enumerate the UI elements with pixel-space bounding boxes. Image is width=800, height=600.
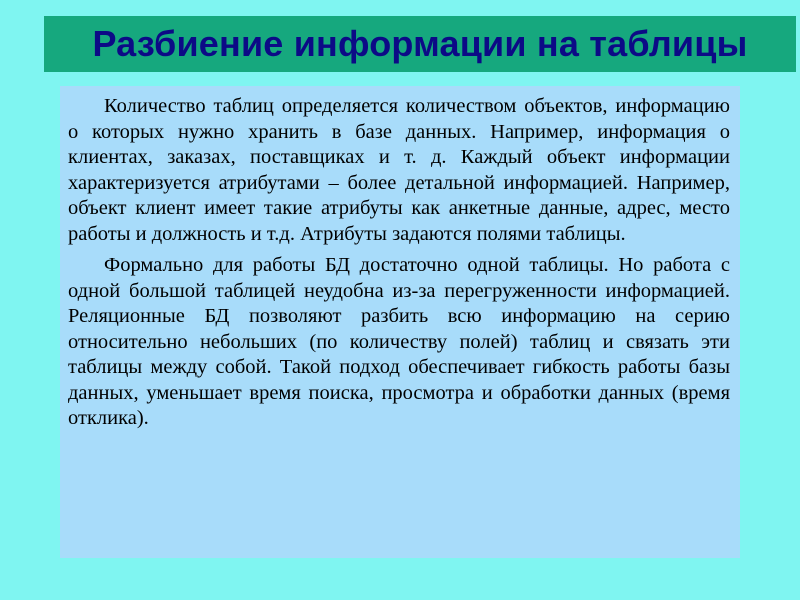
text-panel bbox=[60, 86, 740, 558]
paragraph-objects: Количество таблиц определяется количеством объектов, информацию о которых нужно хранить в базе данных. Например, информация о клиентах, заказах, поставщиках и т. д. Каждый объект информации характеризуется атрибутами – более детальной информацией. Например, объект клиент имеет такие атрибуты как анкетные данные, адрес, место работы и должность и т.д. Атрибуты задаются полями таблицы. bbox=[68, 95, 730, 245]
paragraph-relational: Формально для работы БД достаточно одной таблицы. Но работа с одной большой таблицей неудобна из-за перегруженности информацией. Реляционные БД позволяют разбить всю информацию на серию относительно небольших (по количеству полей) таблиц и связать эти таблицы между собой. Такой подход обеспечивает гибкость работы базы данных, уменьшает время поиска, просмотра и обработки данных (время отклика). bbox=[68, 254, 730, 429]
title-bar bbox=[44, 16, 796, 72]
slide-title: Разбиение информации на таблицы bbox=[92, 23, 748, 64]
